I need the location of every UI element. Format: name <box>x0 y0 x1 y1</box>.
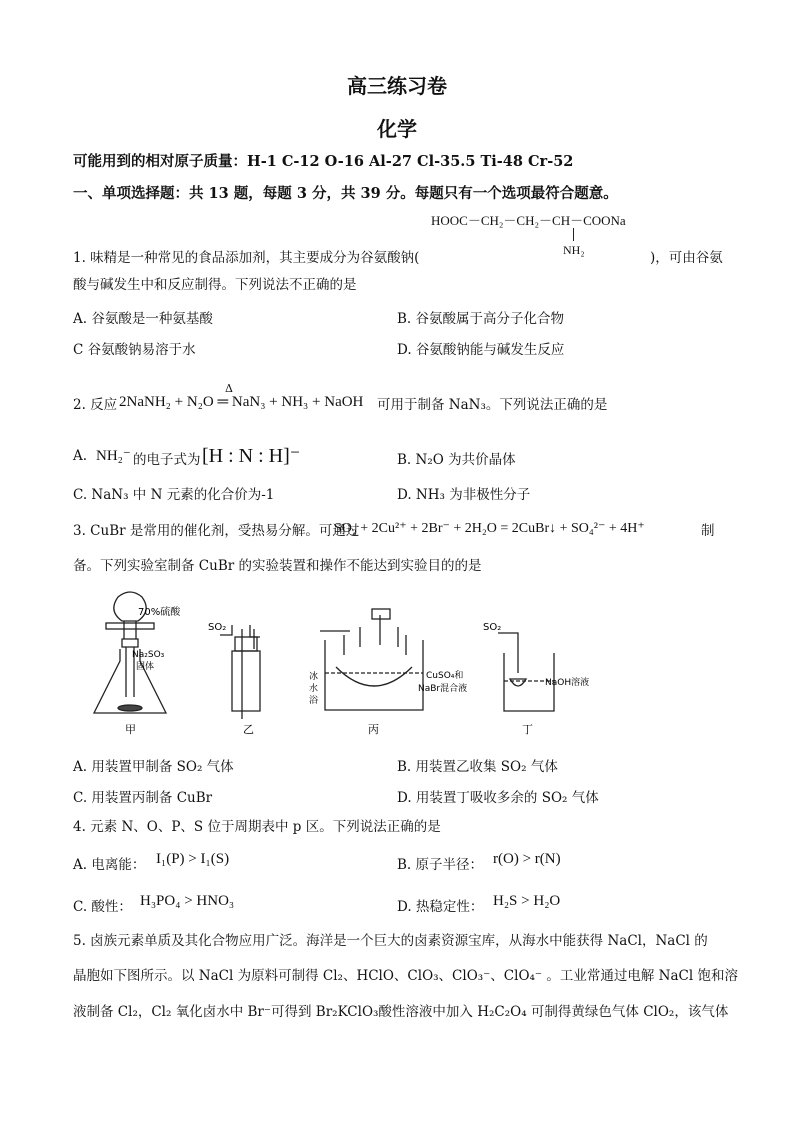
q1-formula-amine: NH₂ <box>563 243 585 257</box>
q1-option-d: D. 谷氨酸钠能与碱发生反应 <box>397 342 565 358</box>
q1-formula-main: HOOC－CH₂－CH₂－CH－COONa <box>431 213 626 228</box>
q4-option-a-expr: I₁(P) > I₁(S) <box>156 851 230 867</box>
apparatus-ding <box>498 633 554 711</box>
label-sulfuric-acid: 70%硫酸 <box>138 607 181 618</box>
section-heading: 一、单项选择题：共 13 题，每题 3 分，共 39 分。每题只有一个选项最符合题意。 <box>73 185 618 202</box>
q4-option-b-expr: r(O) > r(N) <box>493 851 561 867</box>
q3-apparatus-figure <box>80 585 740 740</box>
q1-option-c: C 谷氨酸钠易溶于水 <box>73 342 196 358</box>
q4-option-b-label: B. 原子半径： <box>397 857 484 873</box>
label-naoh: NaOH溶液 <box>545 678 590 688</box>
label-jia: 甲 <box>125 723 136 736</box>
label-ice: 冰 <box>309 672 319 682</box>
q2-option-a-label: A. <box>73 448 88 464</box>
label-ding: 丁 <box>522 723 533 736</box>
apparatus-bing <box>320 609 423 710</box>
label-so2-yi: SO₂ <box>208 622 227 633</box>
q3-option-c: C. 用装置丙制备 CuBr <box>73 790 213 806</box>
q1-stem-a: 1. 味精是一种常见的食品添加剂，其主要成分为谷氨酸钠( <box>73 250 420 266</box>
q4-option-d-expr: H₂S > H₂O <box>493 893 561 909</box>
label-sodium-sulfite: Na₂SO₃ <box>132 650 165 660</box>
atomic-masses: 可能用到的相对原子质量：H-1 C-12 O-16 Al-27 Cl-35.5 Ti-48 Cr-52 <box>73 153 574 170</box>
q1-option-b: B. 谷氨酸属于高分子化合物 <box>397 311 565 327</box>
label-solid: 固体 <box>136 662 155 672</box>
q5-line1: 5. 卤族元素单质及其化合物应用广泛。海洋是一个巨大的卤素资源宝库，从海水中能获得 NaCl，NaCl 的 <box>73 933 708 949</box>
q2-option-a-text: 的电子式为 <box>133 452 201 468</box>
q3-option-a: A. 用装置甲制备 SO₂ 气体 <box>73 759 234 775</box>
q1-option-a: A. 谷氨酸是一种氨基酸 <box>73 311 213 327</box>
label-cuso4: CuSO₄和 <box>426 671 464 681</box>
q4-option-c-label: C. 酸性： <box>73 899 132 915</box>
page-title: 高三练习卷 <box>347 74 447 98</box>
label-so2-ding: SO₂ <box>483 622 502 633</box>
q3-option-b: B. 用装置乙收集 SO₂ 气体 <box>397 759 558 775</box>
q4-option-d-label: D. 热稳定性： <box>397 899 484 915</box>
q2-equation: 2NaNH₂ + N₂O ═ NaN₃ + NH₃ + NaOH <box>119 394 364 410</box>
subject-title: 化学 <box>377 117 417 141</box>
q2-option-c: C. NaN₃ 中 N 元素的化合价为-1 <box>73 487 275 503</box>
q3-stem-b: 制 <box>701 523 715 539</box>
q1-stem-line2: 酸与碱发生中和反应制得。下列说法不正确的是 <box>73 277 357 293</box>
q1-formula-bond <box>573 228 574 241</box>
q4-option-a-label: A. 电离能： <box>73 857 146 873</box>
q2-suffix: 可用于制备 NaN₃。下列说法正确的是 <box>377 397 608 413</box>
label-nabr-mix: NaBr混合液 <box>418 684 468 694</box>
q2-option-b: B. N₂O 为共价晶体 <box>397 452 516 468</box>
label-water: 水 <box>309 684 319 694</box>
apparatus-yi <box>220 625 260 719</box>
q2-heat-symbol: Δ <box>225 382 233 395</box>
label-bath: 浴 <box>309 696 319 706</box>
label-bing: 丙 <box>368 723 379 736</box>
q3-stem-line2: 备。下列实验室制备 CuBr 的实验装置和操作不能达到实验目的的是 <box>73 558 482 574</box>
q5-line3: 液制备 Cl₂，Cl₂ 氧化卤水中 Br⁻可得到 Br₂KClO₃酸性溶液中加入 H₂C₂O₄ 可制得黄绿色气体 ClO₂，该气体 <box>73 1004 729 1020</box>
q1-stem-b: )，可由谷氨 <box>650 250 723 266</box>
q2-electron-formula: [H : N : H]⁻ <box>202 445 301 467</box>
q4-option-c-expr: H₃PO₄ > HNO₃ <box>140 893 235 909</box>
q5-line2: 晶胞如下图所示。以 NaCl 为原料可制得 Cl₂、HClO、ClO₃、ClO₃⁻、ClO₄⁻ 。工业常通过电解 NaCl 饱和溶 <box>73 968 738 984</box>
label-yi: 乙 <box>243 723 254 736</box>
q2-prefix: 2. 反应 <box>73 397 118 413</box>
q3-stem-a: 3. CuBr 是常用的催化剂，受热易分解。可通过 <box>73 523 360 539</box>
q3-option-d: D. 用装置丁吸收多余的 SO₂ 气体 <box>397 790 599 806</box>
q4-stem: 4. 元素 N、O、P、S 位于周期表中 p 区。下列说法正确的是 <box>73 819 441 835</box>
q3-equation: SO₂ + 2Cu²⁺ + 2Br⁻ + 2H₂O = 2CuBr↓ + SO₄²⁻ + 4H⁺ <box>334 521 645 536</box>
q2-option-d: D. NH₃ 为非极性分子 <box>397 487 531 503</box>
q2-option-a-species: NH₂⁻ <box>96 448 131 464</box>
